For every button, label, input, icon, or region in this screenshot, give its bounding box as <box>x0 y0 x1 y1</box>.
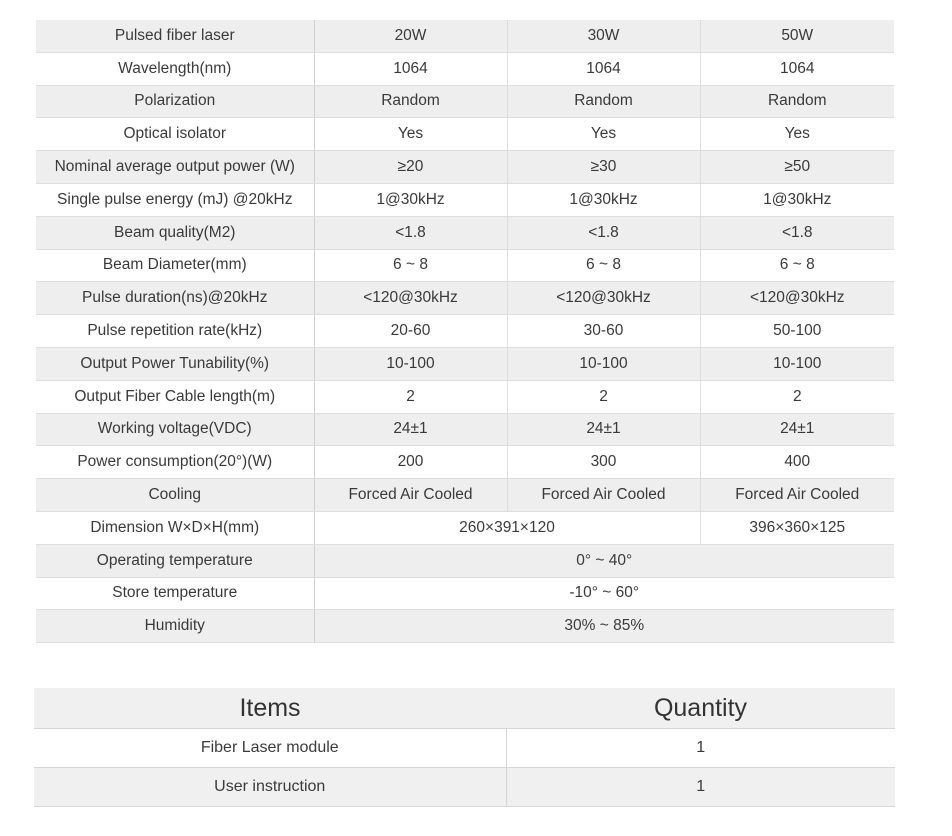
table-row <box>34 729 895 768</box>
cell-50w: Yes <box>700 118 894 151</box>
table-row <box>36 216 894 249</box>
table-row <box>36 413 894 446</box>
cell-all-models: 0° ~ 40° <box>314 544 894 577</box>
row-label: Output Fiber Cable length(m) <box>36 380 314 413</box>
row-label: Beam quality(M2) <box>36 216 314 249</box>
cell-20w: 1@30kHz <box>314 183 507 216</box>
table-row <box>36 52 894 85</box>
row-label: Pulse duration(ns)@20kHz <box>36 282 314 315</box>
cell-20w: 2 <box>314 380 507 413</box>
cell-50w: 50-100 <box>700 315 894 348</box>
cell-30w: 6 ~ 8 <box>507 249 700 282</box>
cell-50w: ≥50 <box>700 151 894 184</box>
cell-30w: 300 <box>507 446 700 479</box>
table-row <box>36 511 894 544</box>
cell-20w: 200 <box>314 446 507 479</box>
cell-30w: Forced Air Cooled <box>507 479 700 512</box>
cell-20w: 24±1 <box>314 413 507 446</box>
cell-50w: 1064 <box>700 52 894 85</box>
table-row <box>36 183 894 216</box>
table-row <box>36 85 894 118</box>
table-row <box>36 151 894 184</box>
table-row <box>36 610 894 643</box>
row-label: Single pulse energy (mJ) @20kHz <box>36 183 314 216</box>
item-quantity: 1 <box>506 768 895 807</box>
cell-30w: ≥30 <box>507 151 700 184</box>
item-name: Fiber Laser module <box>34 729 506 768</box>
quantity-header: Quantity <box>506 688 895 729</box>
cell-20w: <1.8 <box>314 216 507 249</box>
cell-50w: 6 ~ 8 <box>700 249 894 282</box>
cell-50w: 2 <box>700 380 894 413</box>
cell-20w: <120@30kHz <box>314 282 507 315</box>
cell-30w: 10-100 <box>507 347 700 380</box>
table-header-row <box>34 688 895 729</box>
cell-20w-30w: 260×391×120 <box>314 511 700 544</box>
cell-30w: 24±1 <box>507 413 700 446</box>
cell-20w: 1064 <box>314 52 507 85</box>
table-row <box>36 544 894 577</box>
cell-50w: 50W <box>700 20 894 52</box>
cell-30w: 1064 <box>507 52 700 85</box>
cell-50w: Random <box>700 85 894 118</box>
cell-50w: 396×360×125 <box>700 511 894 544</box>
cell-20w: 6 ~ 8 <box>314 249 507 282</box>
cell-50w: 24±1 <box>700 413 894 446</box>
cell-30w: 2 <box>507 380 700 413</box>
cell-30w: <120@30kHz <box>507 282 700 315</box>
cell-all-models: 30% ~ 85% <box>314 610 894 643</box>
cell-30w: Random <box>507 85 700 118</box>
cell-50w: 400 <box>700 446 894 479</box>
cell-20w: Random <box>314 85 507 118</box>
table-row <box>36 479 894 512</box>
item-quantity: 1 <box>506 729 895 768</box>
row-label: Dimension W×D×H(mm) <box>36 511 314 544</box>
row-label: Power consumption(20°)(W) <box>36 446 314 479</box>
row-label: Pulsed fiber laser <box>36 20 314 52</box>
row-label: Cooling <box>36 479 314 512</box>
row-label: Pulse repetition rate(kHz) <box>36 315 314 348</box>
table-row <box>34 768 895 807</box>
table-row <box>36 577 894 610</box>
cell-50w: 10-100 <box>700 347 894 380</box>
table-row <box>36 118 894 151</box>
cell-20w: 20-60 <box>314 315 507 348</box>
cell-30w: 1@30kHz <box>507 183 700 216</box>
row-label: Optical isolator <box>36 118 314 151</box>
table-row <box>36 347 894 380</box>
cell-20w: ≥20 <box>314 151 507 184</box>
cell-30w: <1.8 <box>507 216 700 249</box>
row-label: Polarization <box>36 85 314 118</box>
cell-all-models: -10° ~ 60° <box>314 577 894 610</box>
cell-50w: 1@30kHz <box>700 183 894 216</box>
cell-20w: Forced Air Cooled <box>314 479 507 512</box>
table-row <box>36 380 894 413</box>
cell-30w: 30W <box>507 20 700 52</box>
table-row <box>36 315 894 348</box>
row-label: Wavelength(nm) <box>36 52 314 85</box>
table-row <box>36 446 894 479</box>
row-label: Nominal average output power (W) <box>36 151 314 184</box>
cell-50w: <1.8 <box>700 216 894 249</box>
table-row <box>36 249 894 282</box>
table-row <box>36 282 894 315</box>
cell-30w: Yes <box>507 118 700 151</box>
item-name: User instruction <box>34 768 506 807</box>
row-label: Working voltage(VDC) <box>36 413 314 446</box>
package-items-table <box>34 688 895 807</box>
row-label: Operating temperature <box>36 544 314 577</box>
row-label: Output Power Tunability(%) <box>36 347 314 380</box>
table-row <box>36 20 894 52</box>
cell-20w: Yes <box>314 118 507 151</box>
row-label: Store temperature <box>36 577 314 610</box>
row-label: Humidity <box>36 610 314 643</box>
specification-table <box>36 20 894 643</box>
items-header: Items <box>34 688 506 729</box>
cell-50w: <120@30kHz <box>700 282 894 315</box>
row-label: Beam Diameter(mm) <box>36 249 314 282</box>
cell-20w: 20W <box>314 20 507 52</box>
cell-30w: 30-60 <box>507 315 700 348</box>
cell-20w: 10-100 <box>314 347 507 380</box>
cell-50w: Forced Air Cooled <box>700 479 894 512</box>
